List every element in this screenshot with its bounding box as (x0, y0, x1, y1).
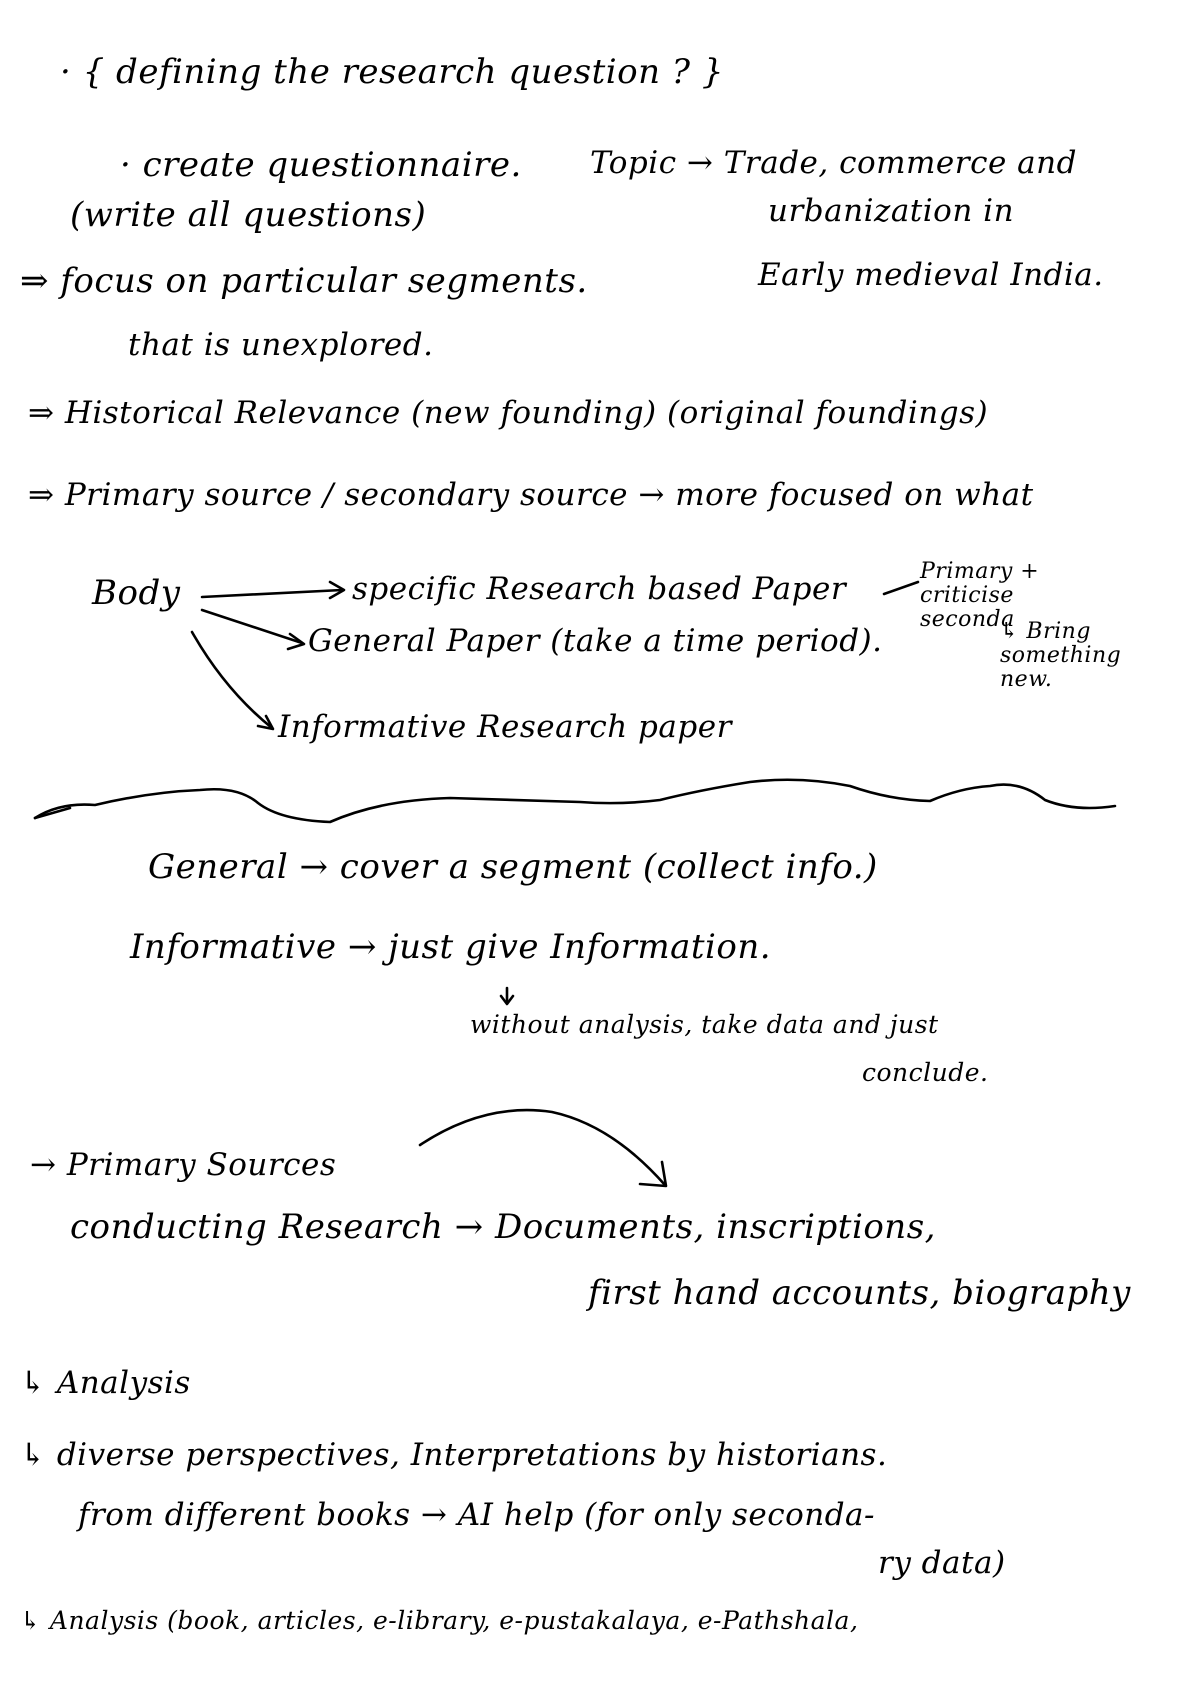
arrow-body-to-general (202, 610, 302, 643)
note-secondary-data: ry data) (878, 1545, 1006, 1581)
note-first-hand-accounts: first hand accounts, biography (588, 1273, 1131, 1313)
note-diverse-perspectives: ↳ diverse perspectives, Interpretations by historians. (20, 1437, 888, 1473)
note-historical-relevance: ⇒ Historical Relevance (new founding) (original foundings) (28, 395, 989, 431)
connector-primary-note (884, 582, 918, 594)
note-conducting-research: conducting Research → Documents, inscriptions, (70, 1207, 936, 1247)
note-general-cover-segment: General → cover a segment (collect info.) (148, 847, 878, 887)
note-primary-secondary-source: ⇒ Primary source / secondary source → more focused on what (28, 477, 1034, 513)
note-focus-segments: ⇒ focus on particular segments. (20, 261, 588, 301)
note-write-all-questions: (write all questions) (70, 195, 427, 235)
body-informative-research-paper: Informative Research paper (278, 709, 732, 745)
wavy-separator-line (35, 780, 1115, 822)
heading-defining-research-question: · { defining the research question ? } (60, 52, 724, 92)
arrow-body-to-specific (202, 590, 342, 597)
body-general-paper: General Paper (take a time period). (308, 623, 883, 659)
margin-note-bring-new: ↳ Bring something new. (1000, 619, 1122, 693)
note-topic-urbanization: urbanization in (768, 193, 1015, 229)
note-conclude: conclude. (862, 1058, 989, 1087)
note-without-analysis: without analysis, take data and just (470, 1010, 939, 1039)
curved-arrow-primary-sources (420, 1110, 665, 1185)
body-specific-research-paper: specific Research based Paper (352, 571, 847, 607)
note-create-questionnaire: · create questionnaire. (120, 145, 522, 185)
note-primary-sources: → Primary Sources (30, 1147, 337, 1183)
note-analysis-libraries: ↳ Analysis (book, articles, e-library, e-pustakalaya, e-Pathshala, (20, 1606, 859, 1635)
label-body: Body (92, 573, 181, 613)
note-different-books-ai-help: from different books → AI help (for only seconda- (78, 1497, 876, 1533)
note-unexplored: that is unexplored. (128, 327, 434, 363)
arrow-body-to-informative (192, 632, 272, 728)
note-analysis: ↳ Analysis (20, 1365, 191, 1401)
note-topic: Topic → Trade, commerce and (590, 145, 1077, 181)
note-topic-early-medieval: Early medieval India. (758, 257, 1104, 293)
note-informative-give-information: Informative → just give Information. (130, 927, 772, 967)
margin-note-primary-criticise: Primary + criticise seconda (920, 559, 1040, 633)
